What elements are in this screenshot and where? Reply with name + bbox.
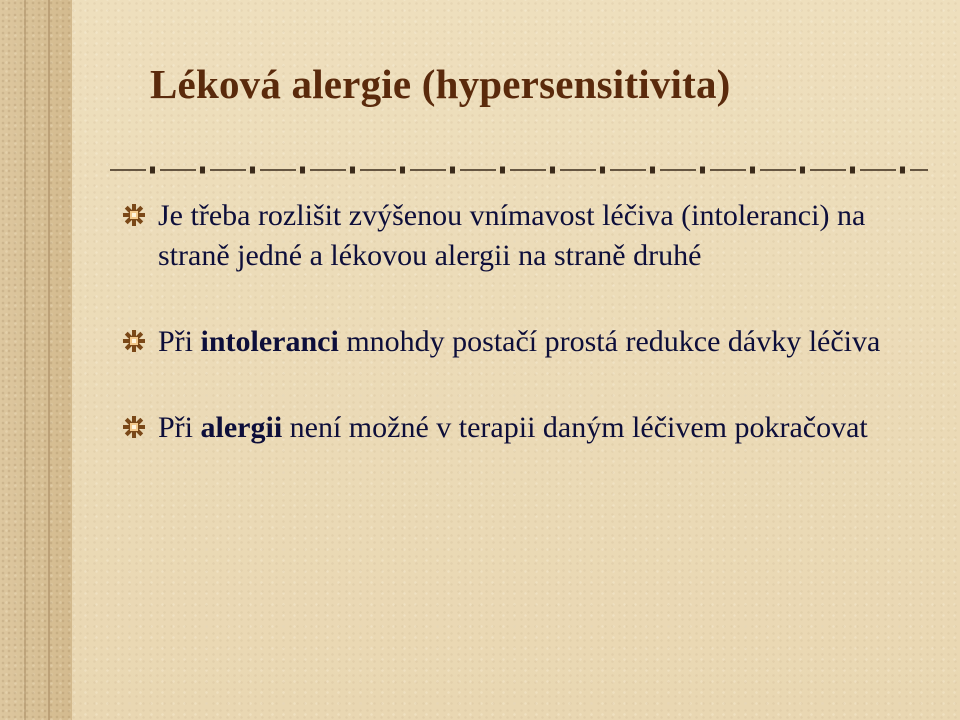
- strip-seam: [24, 0, 26, 720]
- divider-dot: [850, 167, 855, 174]
- flower-bullet-icon: [122, 329, 146, 353]
- flower-bullet-icon: [122, 415, 146, 439]
- bullet-text: Je třeba rozlišit zvýšenou vnímavost léčiva (intoleranci) na straně jedné a lékovou alergii na straně druhé: [158, 199, 866, 272]
- bullet-list: [122, 196, 922, 448]
- slide-title: Léková alergie (hypersensitivita): [150, 61, 731, 107]
- divider-dot: [650, 167, 655, 174]
- bullet-item: [122, 196, 922, 276]
- divider-dot: [800, 167, 805, 174]
- bullet-text-rest: není možné v terapii daným léčivem pokračovat: [282, 411, 868, 444]
- divider-dot: [250, 167, 255, 174]
- divider-dot: [200, 167, 205, 174]
- bullet-item: [122, 322, 922, 362]
- divider-dot: [550, 167, 555, 174]
- divider-dot: [900, 167, 905, 174]
- divider-dot: [450, 167, 455, 174]
- title-divider: [110, 163, 928, 177]
- bullet-text: Při: [158, 411, 201, 444]
- divider-dot: [150, 167, 155, 174]
- bullet-text-rest: mnohdy postačí prostá redukce dávky léčiva: [338, 325, 881, 358]
- bullet-bold-text: alergii: [200, 411, 283, 444]
- divider-dot: [600, 167, 605, 174]
- divider-dot: [400, 167, 405, 174]
- bullet-text: Při: [158, 325, 201, 358]
- bullet-item: [122, 408, 922, 448]
- divider-dot: [300, 167, 305, 174]
- decorative-side-strip: [0, 0, 72, 720]
- divider-dot: [350, 167, 355, 174]
- divider-dot: [750, 167, 755, 174]
- divider-dot: [500, 167, 505, 174]
- flower-bullet-icon: [122, 203, 146, 227]
- strip-seam: [48, 0, 50, 720]
- divider-dot: [700, 167, 705, 174]
- bullet-bold-text: intoleranci: [200, 325, 339, 358]
